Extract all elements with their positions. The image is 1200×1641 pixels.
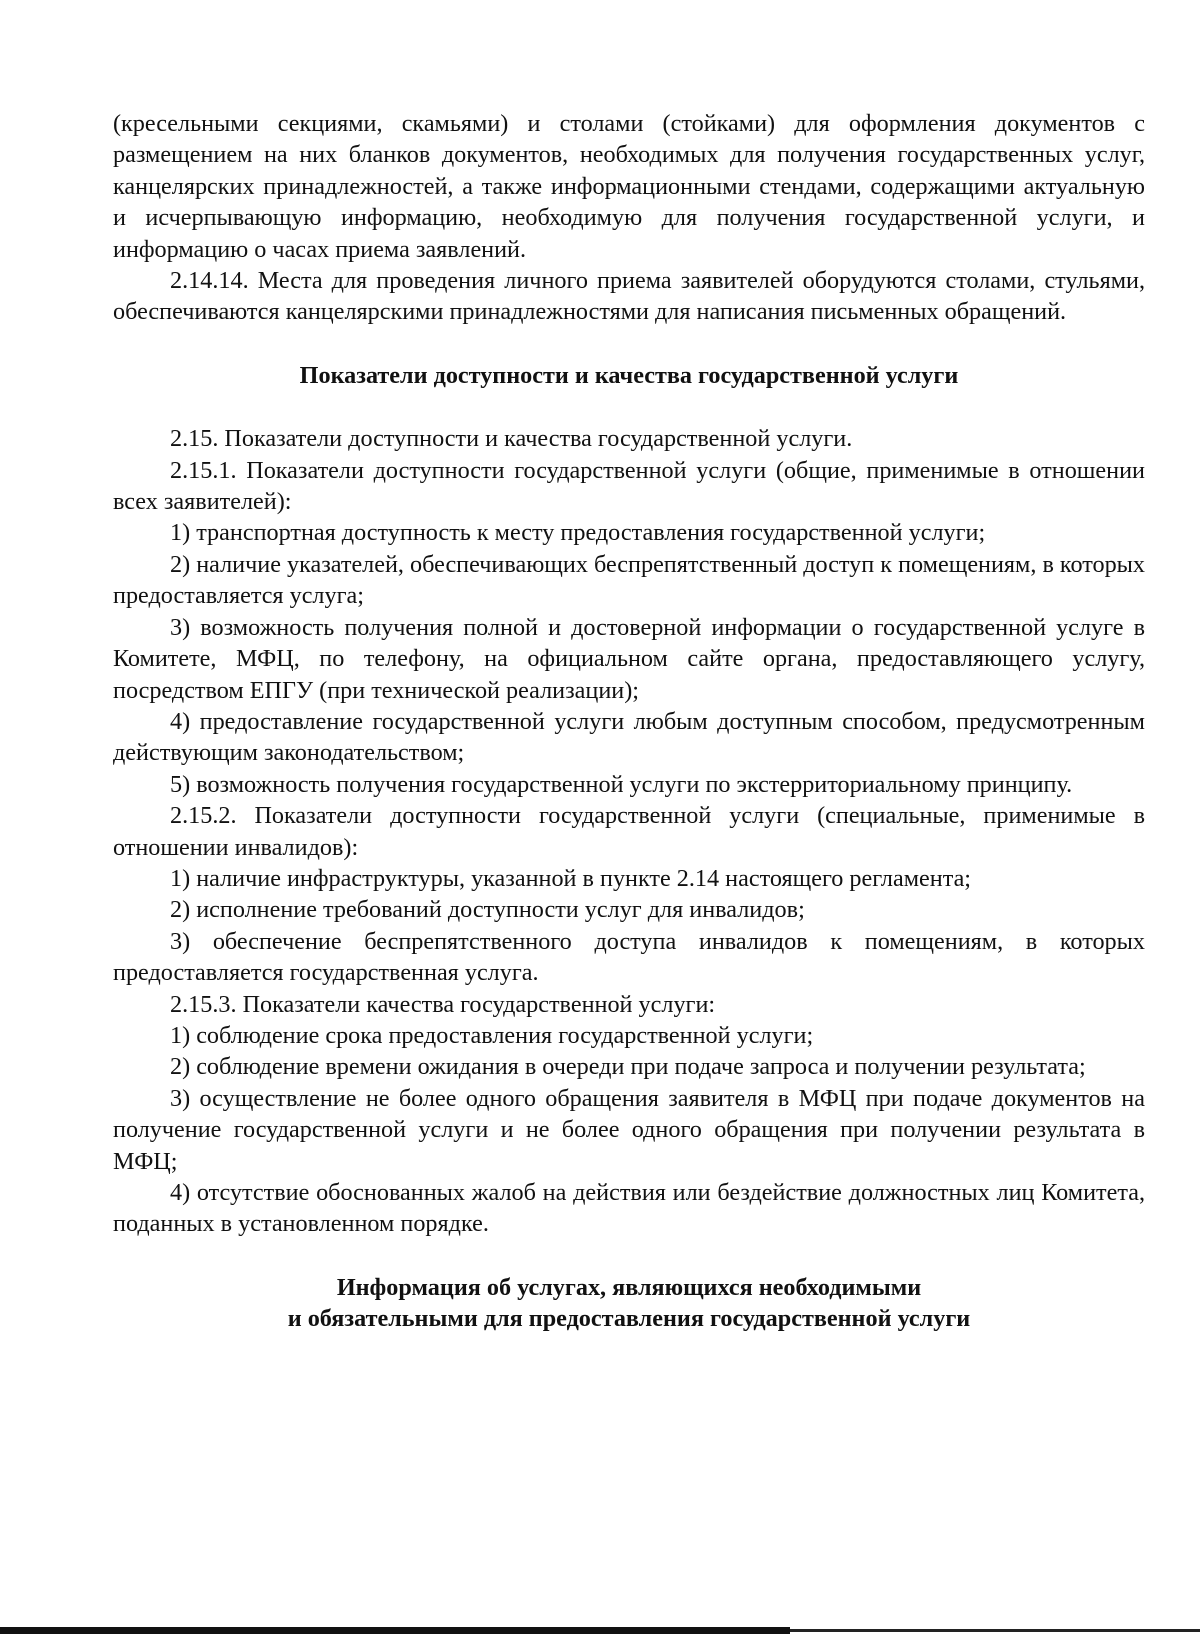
list-item: 4) предоставление государственной услуги любым доступным способом, предусмотренным действующим законодательством; [113, 707, 1145, 767]
list-item: 3) обеспечение беспрепятственного доступа инвалидов к помещениям, в которых предоставляется государственная услуга. [113, 927, 1145, 987]
intro-paragraph: (кресельными секциями, скамьями) и столами (стойками) для оформления документов с размещением на них бланков документов, необходимых для получения государственных услуг, канцелярских принадлежностей, а также информационными стендами, содержащими актуальную и исчерпывающую информацию, необходимую для получения государственной услуги, и информацию о часах приема заявлений. [113, 110, 1145, 263]
list-item: 5) возможность получения государственной услуги по экстерриториальному принципу. [170, 770, 1073, 798]
list-item: 1) транспортная доступность к месту предоставления государственной услуги; [170, 519, 986, 547]
heading-line: Информация об услугах, являющихся необходимыми [336, 1273, 922, 1301]
list-item: 1) соблюдение срока предоставления государственной услуги; [170, 1021, 814, 1049]
paragraph-2-15-1: 2.15.1. Показатели доступности государственной услуги (общие, применимые в отношении всех заявителей): [113, 456, 1145, 516]
scan-edge-line [790, 1629, 1200, 1632]
list-item: 3) возможность получения полной и достоверной информации о государственной услуге в Комитете, МФЦ, по телефону, на официальном сайте органа, предоставляющего услугу, посредством ЕПГУ (при технической реализации); [113, 613, 1145, 704]
section-heading-accessibility: Показатели доступности и качества государственной услуги [299, 361, 959, 389]
list-item: 4) отсутствие обоснованных жалоб на действия или бездействие должностных лиц Комитета, поданных в установленном порядке. [113, 1179, 1145, 1238]
heading-line: и обязательными для предоставления государственной услуги [287, 1305, 971, 1333]
paragraph-2-15-2: 2.15.2. Показатели доступности государственной услуги (специальные, применимые в отношении инвалидов): [113, 802, 1145, 861]
scan-edge-line [0, 1627, 790, 1634]
list-item: 3) осуществление не более одного обращения заявителя в МФЦ при подаче документов на получение государственной услуги и не более одного обращения при получении результата в МФЦ; [113, 1084, 1145, 1175]
paragraph-2-15-3: 2.15.3. Показатели качества государственной услуги: [170, 990, 716, 1018]
list-item: 2) наличие указателей, обеспечивающих беспрепятственный доступ к помещениям, в которых предоставляется услуга; [113, 550, 1146, 610]
list-item: 2) соблюдение времени ожидания в очереди при подаче запроса и получении результата; [170, 1053, 1086, 1081]
list-item: 2) исполнение требований доступности услуг для инвалидов; [170, 896, 805, 924]
document-page [113, 108, 1145, 1335]
section-heading-required-services [113, 1272, 1145, 1335]
list-item: 1) наличие инфраструктуры, указанной в пункте 2.14 настоящего регламента; [170, 864, 972, 892]
paragraph-2-14-14: 2.14.14. Места для проведения личного приема заявителей оборудуются столами, стульями, обеспечиваются канцелярскими принадлежностями для написания письменных обращений. [113, 267, 1145, 326]
paragraph-2-15: 2.15. Показатели доступности и качества государственной услуги. [170, 425, 853, 453]
